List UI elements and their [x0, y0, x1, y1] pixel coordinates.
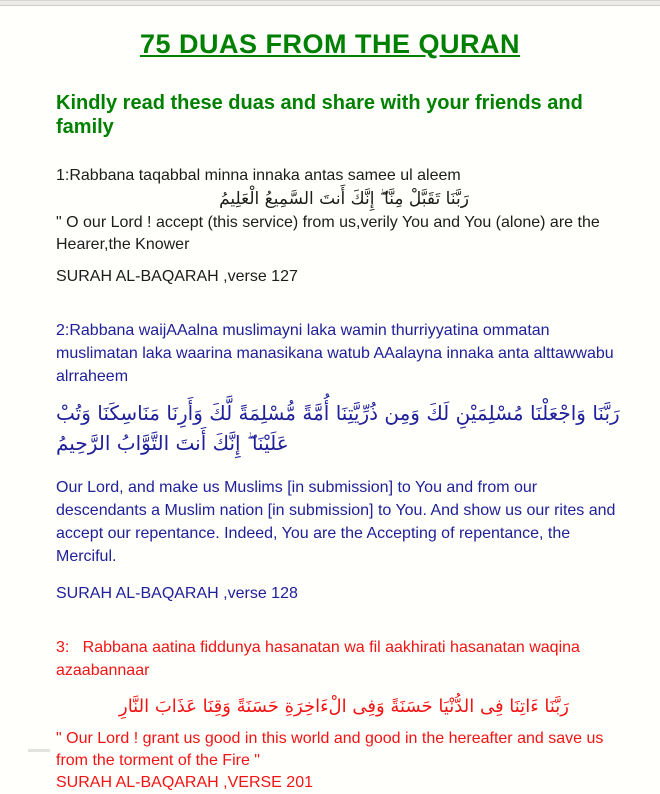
page-subtitle: Kindly read these duas and share with your friends and family: [56, 92, 583, 138]
dua-1-transliteration: 1:Rabbana taqabbal minna innaka antas samee ul aleem: [56, 167, 461, 184]
dua-2-transliteration: 2:Rabbana waijAAalna muslimayni laka wamin thurriyyatina ommatan muslimatan laka waarina manasikana watub AAalayna innaka anta alttawwabu alrraheem: [56, 322, 619, 385]
top-border-strip: [0, 0, 660, 6]
dua-1-translation: " O our Lord ! accept (this service) from us,verily You and You (alone) are the Hearer,the Knower: [56, 214, 605, 253]
dua-section-2: [49, 319, 632, 605]
page-title: 75 DUAS FROM THE QURAN: [139, 29, 521, 59]
dua-2-arabic-text: رَبَّنَا وَاجْعَلْنَا مُسْلِمَيْنِ لَكَ وَمِن ذُرِّيَّتِنَا أُمَّةً مُّسْلِمَةً لَّكَ وَأَرِنَا مَنَاسِكَنَا وَتُبْ عَلَيْنَا ۖ إِنَّكَ أَنتَ التَّوَّابُ الرَّحِيمُ: [49, 401, 620, 455]
dua-3-transliteration: 3: Rabbana aatina fiddunya hasanatan wa fil aakhirati hasanatan waqina azaabannaar: [56, 639, 585, 679]
document-body: [0, 165, 660, 794]
dua-2-reference: SURAH AL-BAQARAH ,verse 128: [56, 585, 298, 602]
dua-1-reference: SURAH AL-BAQARAH ,verse 127: [56, 268, 298, 285]
dua-3-reference: SURAH AL-BAQARAH ,VERSE 201: [56, 774, 313, 791]
dua-1-arabic-text: رَبَّنَا تَقَبَّلْ مِنَّا ۖ إِنَّكَ أَنتَ السَّمِيعُ الْعَلِيمُ: [219, 189, 469, 209]
dua-3-translation: " Our Lord ! grant us good in this world and good in the hereafter and save us from the torment of the Fire ": [56, 730, 608, 769]
dua-3-arabic-text: رَبَّنَا ءَاتِنَا فِى الدُّنْيَا حَسَنَةً وَفِى الْءَاخِرَةِ حَسَنَةً وَقِنَا عَذَابَ النَّارِ: [119, 696, 569, 717]
cutoff-element-edge: [28, 749, 50, 752]
dua-section-1: [56, 165, 632, 288]
dua-2-translation: Our Lord, and make us Muslims [in submission] to You and from our descendants a Muslim nation [in submission] to You. And show us our rites and accept our repentance. Indeed, You are the Accepting of repentance, the Merciful.: [56, 479, 620, 565]
dua-section-3: [56, 636, 632, 794]
